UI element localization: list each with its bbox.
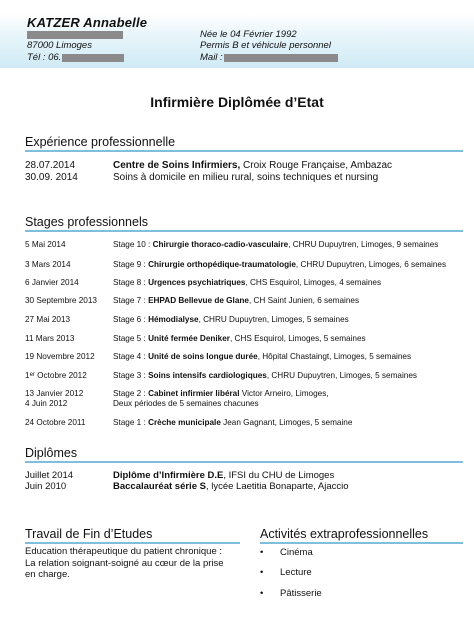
stage-date: 5 Mai 2014 — [25, 240, 66, 249]
stage-number: Stage 9 : — [113, 260, 149, 269]
activities-divider — [260, 542, 463, 544]
city: 87000 Limoges — [27, 40, 92, 51]
phone: Tél : 06. — [27, 52, 62, 63]
stage-number: Stage 4 : — [113, 352, 149, 361]
stage-date: 27 Mai 2013 — [25, 315, 71, 324]
bullet-icon: • — [260, 547, 264, 558]
stage-number: Stage 1 : — [113, 418, 149, 427]
stage-service: Unité de soins longue durée — [148, 352, 258, 361]
stage-detail: Victor Arneiro, Limoges, — [239, 389, 329, 398]
experience-heading: Expérience professionnelle — [25, 135, 176, 149]
stage-service: Chirurgie thoraco-cadio-vasculaire — [152, 240, 289, 249]
experience-date: 28.07.2014 — [25, 160, 76, 171]
redacted-address — [27, 31, 123, 39]
stage-service: Unité fermée Deniker — [148, 334, 230, 343]
diploma-name: Baccalauréat série S — [113, 481, 206, 492]
tfe-heading: Travail de Fin d’Etudes — [25, 527, 153, 541]
bullet-icon: • — [260, 567, 264, 578]
stage-service: Crèche municipale — [148, 418, 221, 427]
diplomes-heading: Diplômes — [25, 446, 78, 460]
stage-date-2: 4 Juin 2012 — [25, 399, 68, 408]
section-divider — [25, 230, 463, 232]
stage-date: 11 Mars 2013 — [25, 334, 75, 343]
employer: Centre de Soins Infirmiers, — [113, 160, 241, 171]
diploma-detail: , IFSI du CHU de Limoges — [223, 470, 335, 481]
stage-date: 1er Octobre 2012 — [25, 371, 87, 380]
tfe-divider — [25, 542, 240, 544]
section-divider — [25, 461, 463, 463]
stage-detail: , CHS Esquirol, Limoges, 5 semaines — [229, 334, 366, 343]
stage-number: Stage 7 : — [113, 296, 149, 305]
stage-service: EHPAD Bellevue de Glane — [148, 296, 249, 305]
diploma-detail: , lycée Laetitia Bonaparte, Ajaccio — [205, 481, 349, 492]
stage-date: 13 Janvier 2012 — [25, 389, 84, 398]
diploma-date: Juillet 2014 — [25, 470, 74, 481]
stage-number: Stage 6 : — [113, 315, 149, 324]
stages-heading: Stages professionnels — [25, 215, 148, 229]
stage-number: Stage 5 : — [113, 334, 149, 343]
stage-service: Chirurgie orthopédique-traumatologie — [148, 260, 296, 269]
stage-date: 3 Mars 2014 — [25, 260, 71, 269]
stage-number: Stage 10 : — [113, 240, 153, 249]
stage-detail: , CHRU Dupuytren, Limoges, 9 semaines — [288, 240, 439, 249]
mail-label: Mail : — [200, 52, 223, 63]
stage-service: Soins intensifs cardiologiques — [148, 371, 267, 380]
stage-detail: , CHRU Dupuytren, Limoges, 6 semaines — [295, 260, 447, 269]
redacted-phone — [62, 54, 124, 62]
stage-detail: , Hôpital Chastaingt, Limoges, 5 semaines — [257, 352, 412, 361]
candidate-name: KATZER Annabelle — [27, 15, 148, 30]
document-title: Infirmière Diplômée d’Etat — [150, 94, 324, 110]
bullet-icon: • — [260, 588, 264, 599]
stage-detail-line2: Deux périodes de 5 semaines chacunes — [113, 399, 259, 408]
redacted-mail — [224, 54, 338, 62]
stage-date: 24 Octobre 2011 — [25, 418, 86, 427]
diploma-name: Diplôme d’Infirmière D.E — [113, 470, 224, 481]
section-divider — [25, 150, 463, 152]
stage-detail: , CH Saint Junien, 6 semaines — [248, 296, 360, 305]
stage-date: 6 Janvier 2014 — [25, 278, 79, 287]
birth-date: Née le 04 Février 1992 — [200, 29, 297, 40]
stage-service: Hémodialyse — [148, 315, 199, 324]
stage-detail: , CHRU Dupuytren, Limoges, 5 semaines — [266, 371, 417, 380]
stage-service: Urgences psychiatriques — [148, 278, 246, 287]
stage-date: 19 Novembre 2012 — [25, 352, 95, 361]
stage-number: Stage 2 : — [113, 389, 149, 398]
experience-date: 30.09. 2014 — [25, 172, 78, 183]
stage-date: 30 Septembre 2013 — [25, 296, 97, 305]
stage-service: Cabinet infirmier libéral — [148, 389, 240, 398]
stage-number: Stage 3 : — [113, 371, 149, 380]
tfe-text: Education thérapeutique du patient chronique : La relation soignant-soigné au cœur de la prise en charge. — [25, 546, 224, 580]
diploma-date: Juin 2010 — [25, 481, 67, 492]
stage-detail: , CHS Esquirol, Limoges, 4 semaines — [245, 278, 382, 287]
activities-heading: Activités extraprofessionnelles — [260, 527, 429, 541]
driving-license: Permis B et véhicule personnel — [200, 40, 331, 51]
stage-number: Stage 8 : — [113, 278, 149, 287]
experience-description: Soins à domicile en milieu rural, soins techniques et nursing — [113, 172, 379, 183]
stage-detail: , CHRU Dupuytren, Limoges, 5 semaines — [198, 315, 349, 324]
stage-detail: Jean Gagnant, Limoges, 5 semaine — [220, 418, 353, 427]
employer-detail: Croix Rouge Française, Ambazac — [240, 160, 392, 171]
